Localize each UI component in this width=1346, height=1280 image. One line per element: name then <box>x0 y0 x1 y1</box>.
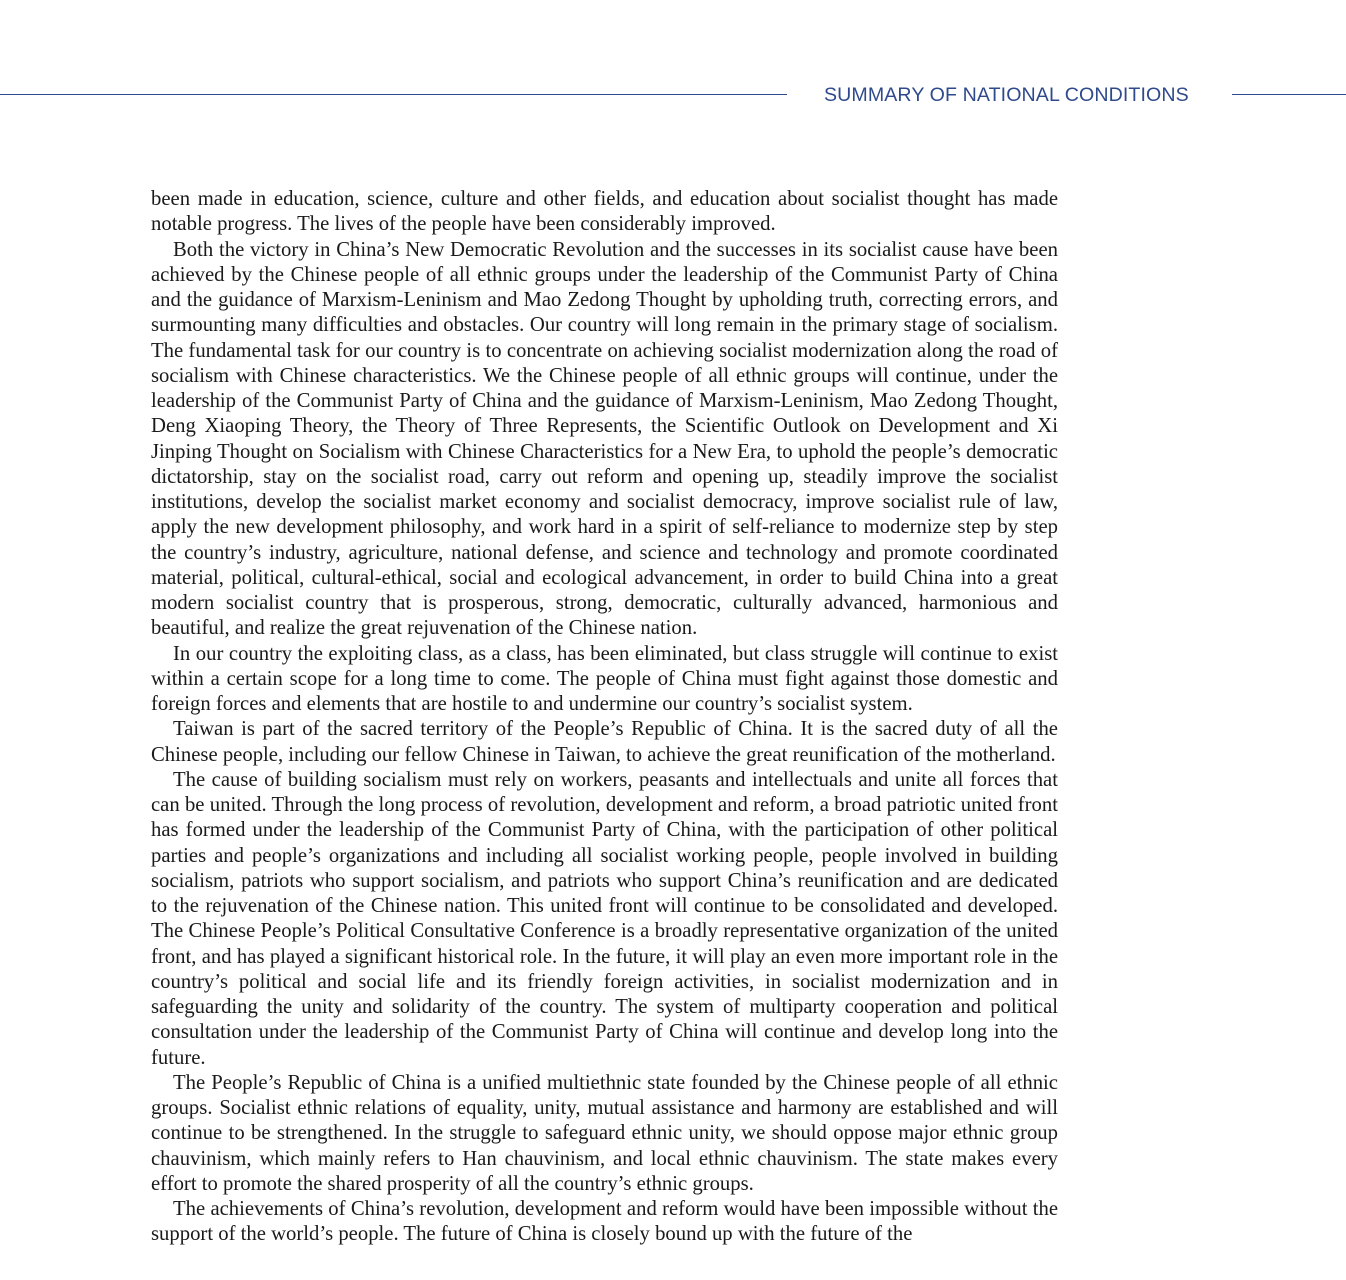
paragraph-revolution-and-socialist-cause: Both the victory in China’s New Democratic Revolution and the successes in its socialist cause have been achieved by the Chinese people of all ethnic groups under the leadership of the Communist Party of China and the guidance of Marxism-Leninism and Mao Zedong Thought by upholding truth, correcting errors, and surmounting many difficulties and obstacles. Our country will long remain in the primary stage of socialism. The fundamental task for our country is to concentrate on achieving socialist modernization along the road of socialism with Chinese characteristics. We the Chinese people of all ethnic groups will continue, under the leadership of the Communist Party of China and the guidance of Marxism-Leninism, Mao Zedong Thought, Deng Xiaoping Theory, the Theory of Three Represents, the Scientific Outlook on Development and Xi Jinping Thought on Socialism with Chinese Characteristics for a New Era, to uphold the people’s democratic dictatorship, stay on the socialist road, carry out reform and opening up, steadily improve the socialist institutions, develop the socialist market economy and socialist democracy, improve socialist rule of law, apply the new development philosophy, and work hard in a spirit of self-reliance to modernize step by step the country’s industry, agriculture, national defense, and science and technology and promote coordinated material, political, cultural-ethical, social and ecological advancement, in order to build China into a great modern socialist country that is prosperous, strong, democratic, culturally advanced, harmonious and beautiful, and realize the great rejuvenation of the Chinese nation. <box>151 238 1058 640</box>
paragraph-continued: been made in education, science, culture and other fields, and education about socialist thought has made notable progress. The lives of the people have been considerably improved. <box>151 188 1058 236</box>
running-header-title: SUMMARY OF NATIONAL CONDITIONS <box>824 84 1189 106</box>
paragraph-ethnic-groups: The People’s Republic of China is a unified multiethnic state founded by the Chinese people of all ethnic groups. Socialist ethnic relations of equality, unity, mutual assistance and harmony are established and will continue to be strengthened. In the struggle to safeguard ethnic unity, we should oppose major ethnic group chauvinism, which mainly refers to Han chauvinism, and local ethnic chauvinism. The state makes every effort to promote the shared prosperity of all the country’s ethnic groups. <box>151 1071 1058 1195</box>
paragraph-world-support: The achievements of China’s revolution, development and reform would have been impossible without the support of the world’s people. The future of China is closely bound up with the future of the <box>151 1198 1058 1246</box>
paragraph-united-front: The cause of building socialism must rely on workers, peasants and intellectuals and unite all forces that can be united. Through the long process of revolution, development and reform, a broad patriotic united front has formed under the leadership of the Communist Party of China, with the participation of other political parties and people’s organizations and including all socialist working people, people involved in building socialism, patriots who support socialism, and patriots who support China’s reunification and are dedicated to the rejuvenation of the Chinese nation. This united front will continue to be consolidated and developed. The Chinese People’s Political Consultative Conference is a broadly representative organization of the united front, and has played a significant historical role. In the future, it will play an even more important role in the country’s political and social life and its friendly foreign activities, in socialist modernization and in safeguarding the unity and solidarity of the country. The system of multiparty cooperation and political consultation under the leadership of the Communist Party of China will continue and develop long into the future. <box>151 768 1058 1069</box>
header-rule-left <box>0 94 787 95</box>
paragraph-taiwan: Taiwan is part of the sacred territory of the People’s Republic of China. It is the sacred duty of all the Chinese people, including our fellow Chinese in Taiwan, to achieve the great reunification of the motherland. <box>151 718 1058 766</box>
paragraph-class-struggle: In our country the exploiting class, as a class, has been eliminated, but class struggle will continue to exist within a certain scope for a long time to come. The people of China must fight against those domestic and foreign forces and elements that are hostile to and undermine our country’s socialist system. <box>151 642 1058 715</box>
body-text <box>151 187 1058 1248</box>
header-rule-right <box>1232 94 1346 95</box>
page-header <box>0 0 1346 130</box>
